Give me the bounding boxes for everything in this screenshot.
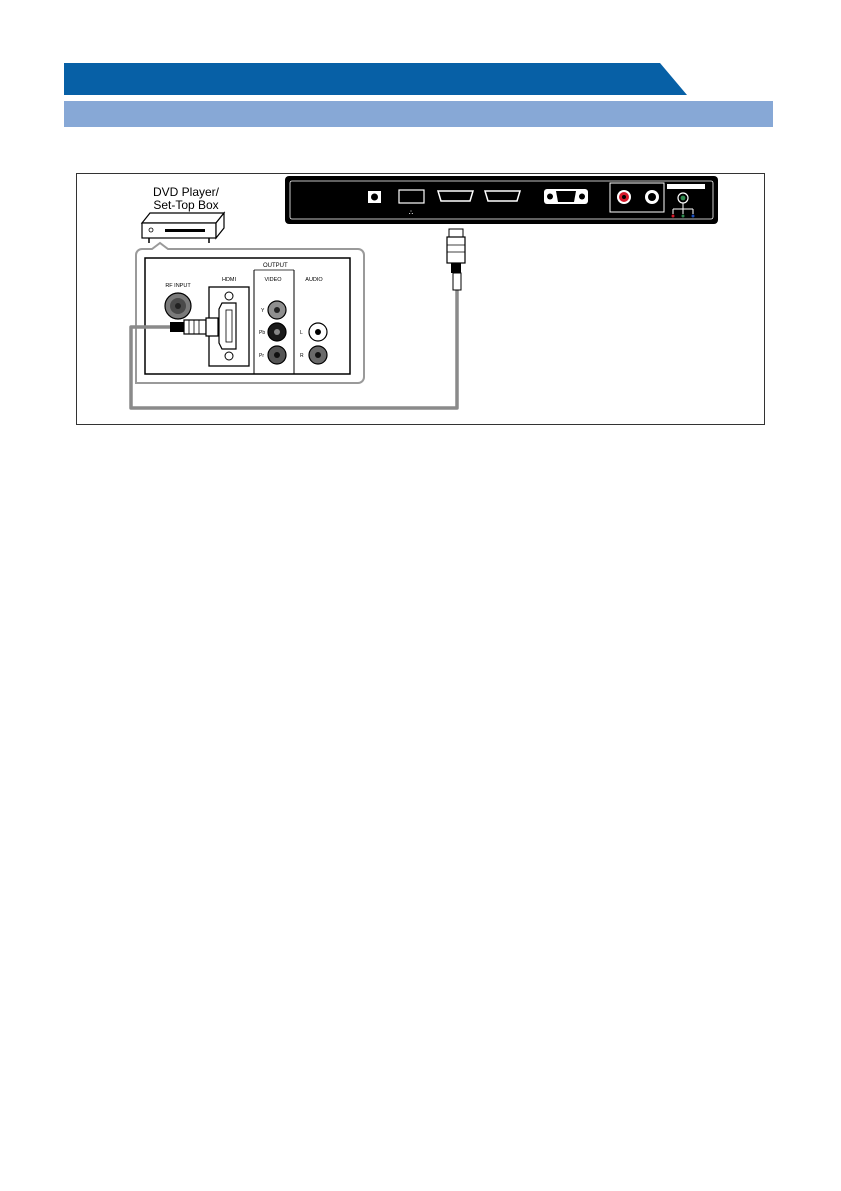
- jack-label-l: L: [300, 330, 303, 336]
- jack-label-pr: Pr: [259, 353, 264, 359]
- jack-label-y: Y: [261, 308, 265, 314]
- tv-rear-panel: [285, 176, 718, 224]
- hdmi-label: HDMI: [221, 277, 237, 283]
- output-title: OUTPUT: [263, 263, 288, 269]
- jack-label-pb: Pb: [259, 330, 266, 336]
- audio-label: AUDIO: [305, 277, 323, 283]
- audio-jack-r: [309, 346, 327, 364]
- hdmi-plug-tv: [447, 229, 465, 290]
- jack-label-r: R: [300, 353, 304, 359]
- video-label: VIDEO: [264, 277, 282, 283]
- rf-input-jack: [165, 293, 191, 319]
- dvd-player-icon: [142, 213, 224, 243]
- video-jack-pr: [268, 346, 286, 364]
- svg-text:⛬: ⛬: [408, 210, 414, 216]
- video-jack-pb: [268, 323, 286, 341]
- rf-input-label: RF INPUT: [165, 283, 191, 289]
- dvd-label-line2: Set-Top Box: [153, 198, 219, 212]
- audio-jack-l: [309, 323, 327, 341]
- dvd-label-line1: DVD Player/: [152, 185, 220, 199]
- video-jack-y: [268, 301, 286, 319]
